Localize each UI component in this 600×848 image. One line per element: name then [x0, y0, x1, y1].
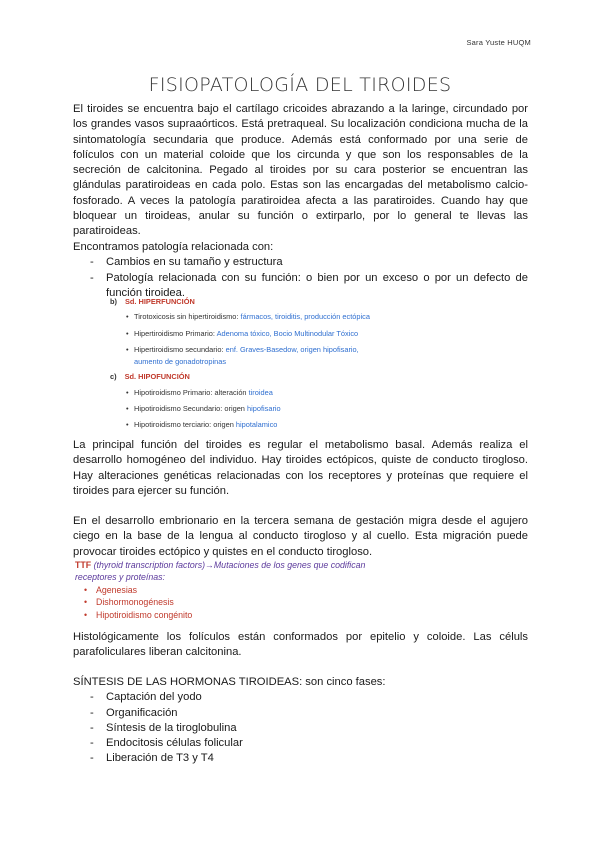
sintesis-section — [73, 675, 528, 767]
ttf-label: TTF — [75, 560, 92, 570]
list-item: - Captación del yodo — [73, 690, 528, 705]
patologia-list — [73, 255, 528, 301]
list-item: • Dishormonogénesis — [84, 596, 405, 608]
hiperfuncion-list — [110, 311, 430, 368]
item-detail: hipotalamico — [235, 420, 278, 430]
ttf-arrow-text: →Mutaciones de los genes que codifican — [205, 560, 366, 570]
funcion-section — [73, 438, 528, 499]
embrion-paragraph: En el desarrollo embrionario en la tercera semana de gestación migra desde el agujero ciego en la base de la lengua al conducto tirogloso y al cuello. Esta migración puede provocar tiroides ectópico y quistes en el conducto tirogloso. — [73, 515, 528, 558]
embrion-section — [73, 514, 528, 560]
ttf-line — [75, 559, 405, 571]
page-header-author: Sara Yuste HUQM — [466, 38, 531, 47]
item-detail-cont: aumento de gonadotropinas — [134, 357, 227, 367]
patologia-lead: Encontramos patología relacionada con: — [73, 241, 274, 253]
list-item: - Patología relacionada con su función: o bien por un exceso o por un defecto de función tiroidea. — [73, 271, 528, 302]
list-item: - Organificación — [73, 706, 528, 721]
list-item — [126, 387, 430, 399]
list-item — [126, 311, 430, 323]
list-item: • Agenesias — [84, 584, 405, 596]
histologia-paragraph: Histológicamente los folículos están conformados por epitelio y coloide. Las céluls parafoliculares liberan calcitonina. — [73, 631, 528, 659]
hiperfuncion-heading — [110, 296, 430, 308]
hipofuncion-list — [110, 387, 430, 432]
intro-section — [73, 102, 528, 240]
ttf-abbrev — [75, 560, 205, 570]
item-detail: Adenoma tóxico, Bocio Multinodular Tóxico — [216, 328, 359, 338]
ttf-line2: receptores y proteínas: — [75, 572, 165, 583]
item-detail: enf. Graves-Basedow, origen hipofisario, — [225, 344, 359, 354]
hiperfuncion-letter: b) — [110, 297, 117, 306]
page-title: FISIOPATOLOGÍA DEL TIROIDES — [148, 74, 452, 96]
list-item: - Endocitosis células folicular — [73, 736, 528, 751]
list-item — [126, 328, 430, 340]
ttf-description: (thyroid transcription factors) — [93, 560, 206, 570]
item-label: Hipotiroidismo terciario: origen — [134, 420, 234, 430]
item-detail: fármacos, tiroiditis, producción ectópica — [240, 312, 370, 322]
list-item: - Síntesis de la tiroglobulina — [73, 721, 528, 736]
list-item: - Liberación de T3 y T4 — [73, 751, 528, 766]
intro-paragraph: El tiroides se encuentra bajo el cartílago cricoides abrazando a la laringe, circundado por los grandes vasos supraaórticos. Está pretraqueal. Su localización condiciona mucha de la sintomatología secundaria que produce. Además está conformado por una serie de folículos con un material coloide que los circunda y que son los responsables de la secreción de calcitonina. Pegado al tiroides por su cara posterior se encuentran las glándulas paratiroideas en cada polo. Estas son las encargadas del metabolismo calcio-fosforado. A veces la patología paratiroidea afecta a las paratiroides. Cuando hay que bloquear un tiroideas, anular su función o extirparlo, por lo general te llevas las paratiroideas. — [73, 103, 528, 238]
item-label: Hipotiroidismo Secundario: origen — [134, 404, 245, 414]
patologia-section — [73, 240, 528, 301]
hipofuncion-letter: c) — [110, 372, 117, 382]
hipofuncion-title: Sd. HIPOFUNCIÓN — [124, 372, 190, 382]
figure-ttf — [75, 559, 405, 621]
list-item — [126, 403, 430, 415]
list-item — [126, 344, 430, 369]
item-label: Hipertiroidismo secundario: — [134, 344, 224, 354]
item-label: Hipotiroidismo Primario: alteración — [134, 387, 247, 397]
list-item — [126, 419, 430, 431]
list-item: • Hipotiroidismo congénito — [84, 609, 405, 621]
item-label: Hipertiroidismo Primario: — [134, 328, 215, 338]
hiperfuncion-title: Sd. HIPERFUNCIÓN — [124, 297, 195, 306]
hipofuncion-heading — [110, 371, 430, 383]
item-label: Tirotoxicosis sin hipertiroidismo: — [134, 312, 239, 322]
histologia-section — [73, 630, 528, 661]
list-item: - Cambios en su tamaño y estructura — [73, 255, 528, 270]
figure-sindromes — [110, 296, 430, 432]
ttf-list — [75, 584, 405, 621]
sintesis-lead: SÍNTESIS DE LAS HORMONAS TIROIDEAS: son cinco fases: — [73, 676, 386, 688]
sintesis-list — [73, 690, 528, 766]
item-detail: hipofisario — [246, 404, 281, 414]
funcion-paragraph: La principal función del tiroides es regular el metabolismo basal. Además realiza el desarrollo homogéneo del individuo. Hay tiroides ectópicos, quiste de conducto tirogloso. Hay alteraciones genéticas relacionadas con los receptores y proteínas que requiere el tiroides para ejercer su función. — [73, 439, 528, 497]
item-detail: tiroidea — [248, 387, 273, 397]
